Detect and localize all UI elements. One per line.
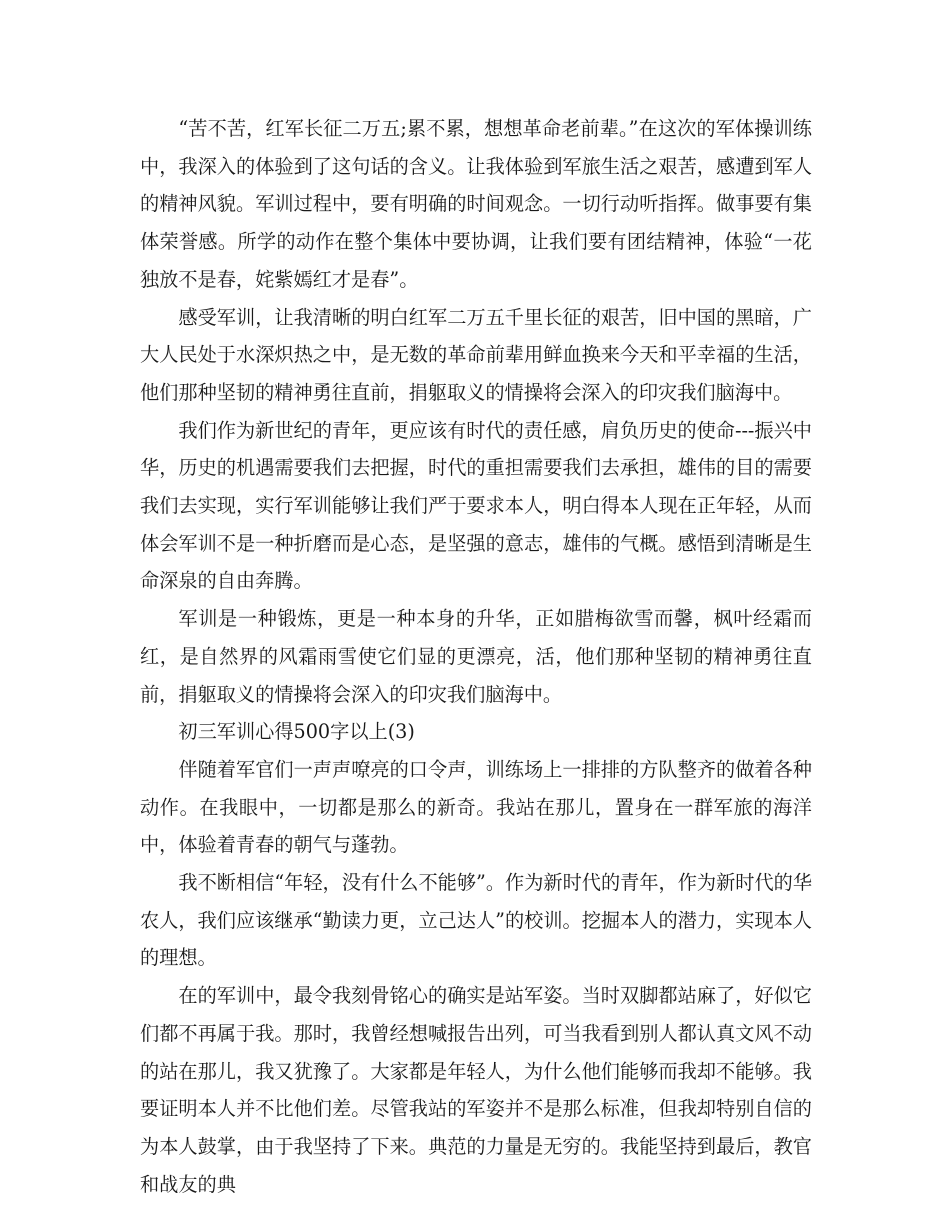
paragraph-3: 我们作为新世纪的青年，更应该有时代的责任感，肩负历史的使命---振兴中华，历史的机遇需要我们去把握，时代的重担需要我们去承担，雄伟的目的需要我们去实现，实行军训能够让我们严于要求本人，明白得本人现在正年轻，从而体会军训不是一种折磨而是心态，是坚强的意志，雄伟的气概。感悟到清晰是生命深泉的自由奔腾。 xyxy=(140,418,812,593)
paragraph-4: 军训是一种锻炼，更是一种本身的升华，正如腊梅欲雪而馨，枫叶经霜而红，是自然界的风霜雨雪使它们显的更漂亮，活，他们那种坚韧的精神勇往直前，捐躯取义的情操将会深入的印灾我们脑海中。 xyxy=(140,607,812,706)
section-heading: 初三军训心得500字以上(3) xyxy=(178,720,415,744)
paragraph-5: 伴随着军官们一声声嘹亮的口令声，训练场上一排排的方队整齐的做着各种动作。在我眼中，一切都是那么的新奇。我站在那儿，置身在一群军旅的海洋中，体验着青春的朝气与蓬勃。 xyxy=(140,757,812,857)
paragraph-1: “苦不苦，红军长征二万五;累不累，想想革命老前辈。”在这次的军体操训练中，我深入的体验到了这句话的含义。让我体验到军旅生活之艰苦，感遭到军人的精神风貌。军训过程中，要有明确的时间观念。一切行动听指挥。做事要有集体荣誉感。所学的动作在整个集体中要协调，让我们要有团结精神，体验“一花独放不是春，姹紫嫣红才是春”。 xyxy=(140,117,812,291)
paragraph-7: 在的军训中，最令我刻骨铭心的确实是站军姿。当时双脚都站麻了，好似它们都不再属于我。那时，我曾经想喊报告出列，可当我看到别人都认真文风不动的站在那儿，我又犹豫了。大家都是年轻人，为什么他们能够而我却不能够。我要证明本人并不比他们差。尽管我站的军姿并不是那么标准，但我却特别自信的为本人鼓掌，由于我坚持了下来。典范的力量是无穷的。我能坚持到最后，教官和战友的典 xyxy=(140,984,812,1196)
paragraph-6: 我不断相信“年轻，没有什么不能够”。作为新时代的青年，作为新时代的华农人，我们应该继承“勤读力更，立己达人”的校训。挖掘本人的潜力，实现本人的理想。 xyxy=(140,871,813,970)
paragraph-2: 感受军训，让我清晰的明白红军二万五千里长征的艰苦，旧中国的黑暗，广大人民处于水深炽热之中，是无数的革命前辈用鲜血换来今天和平幸福的生活，他们那种坚韧的精神勇往直前，捐躯取义的情操将会深入的印灾我们脑海中。 xyxy=(140,305,812,404)
document-body xyxy=(140,110,812,1203)
